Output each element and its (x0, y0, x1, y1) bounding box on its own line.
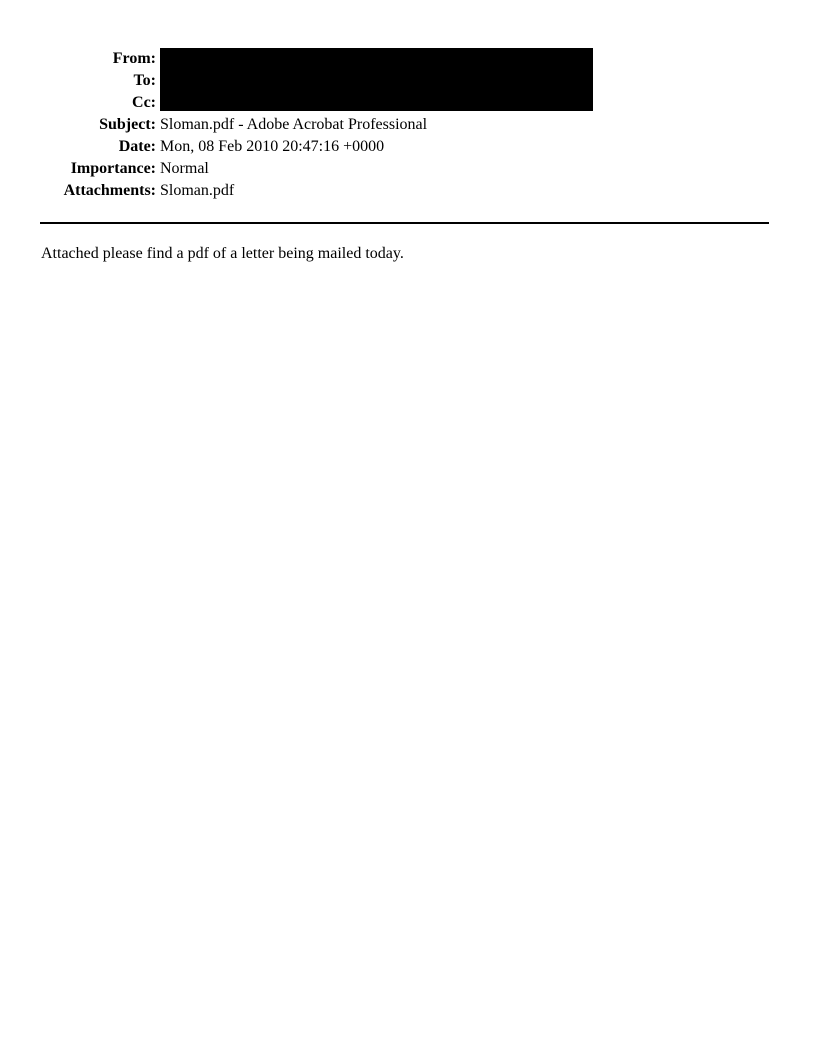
attachments-row (0, 180, 816, 202)
subject-label: Subject: (99, 116, 156, 133)
to-label: To: (133, 72, 156, 89)
importance-label: Importance: (70, 160, 156, 177)
email-body: Attached please find a pdf of a letter being mailed today. (41, 245, 404, 262)
redaction-block (160, 48, 593, 111)
from-label: From: (112, 50, 156, 67)
subject-row (0, 114, 816, 136)
date-row (0, 136, 816, 158)
cc-label: Cc: (132, 94, 156, 111)
date-value: Mon, 08 Feb 2010 20:47:16 +0000 (160, 138, 385, 155)
importance-value: Normal (160, 160, 209, 177)
attachment-link[interactable]: Sloman.pdf (160, 182, 235, 199)
attachments-label: Attachments: (63, 182, 156, 199)
date-label: Date: (118, 138, 156, 155)
header-divider (40, 222, 769, 224)
importance-row (0, 158, 816, 180)
subject-value: Sloman.pdf - Adobe Acrobat Professional (160, 116, 428, 133)
